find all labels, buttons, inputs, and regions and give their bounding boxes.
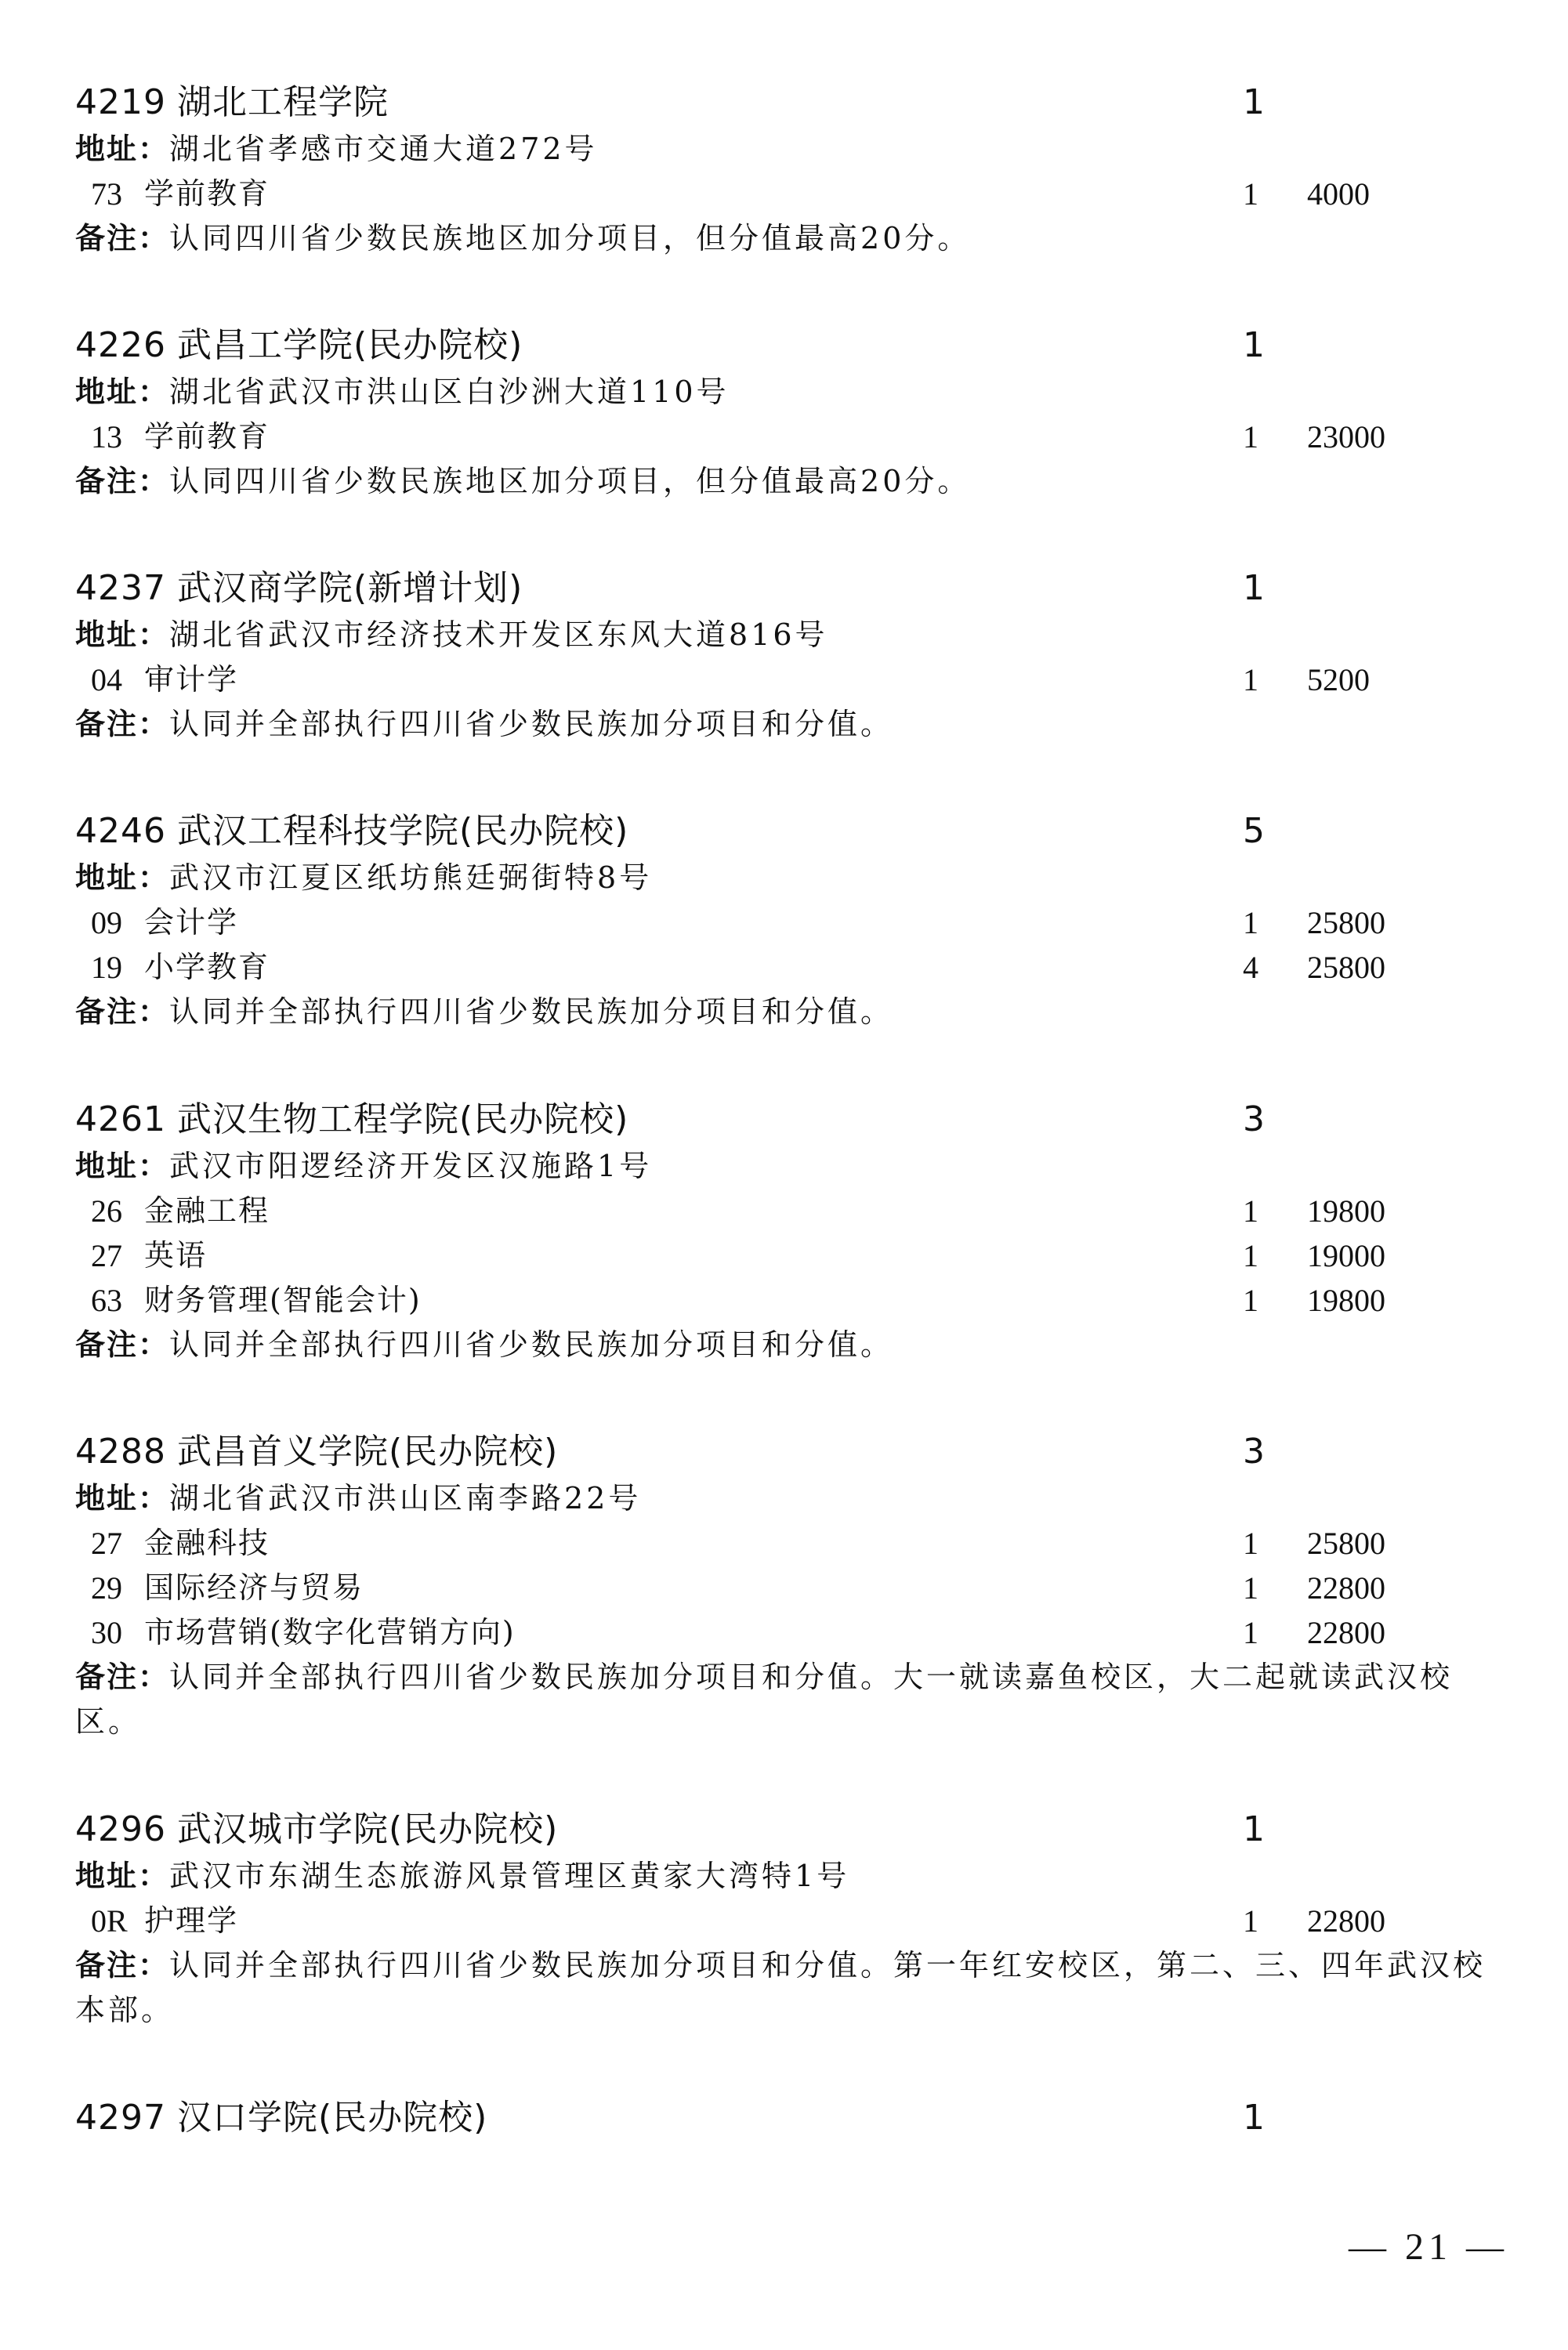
major-name: 金融工程	[144, 1193, 270, 1228]
major-tuition: 22800	[1307, 1903, 1385, 1939]
note-label: 备注：	[75, 1660, 170, 1694]
major-row	[75, 1521, 1517, 1566]
school-note	[75, 1323, 1517, 1367]
address-text: 湖北省武汉市经济技术开发区东风大道816号	[169, 617, 828, 652]
school-code: 4237	[75, 568, 166, 608]
note-label: 备注：	[75, 1948, 170, 1982]
school-plan-count: 3	[1243, 1432, 1266, 1472]
note-text: 认同并全部执行四川省少数民族加分项目和分值。	[169, 1327, 894, 1362]
note-label: 备注：	[75, 1327, 170, 1362]
major-plan-count: 4	[1243, 950, 1258, 985]
major-row	[75, 1233, 1517, 1278]
school-entry	[75, 807, 1517, 1034]
school-name: 汉口学院(民办院校)	[177, 2098, 488, 2138]
major-row	[75, 1899, 1517, 1943]
school-plan-count: 5	[1243, 811, 1266, 851]
note-text: 认同并全部执行四川省少数民族加分项目和分值。	[169, 707, 894, 741]
major-name: 财务管理(智能会计)	[144, 1283, 422, 1317]
major-name: 审计学	[144, 662, 239, 697]
major-plan-count: 1	[1243, 419, 1258, 454]
school-note	[75, 990, 1517, 1034]
major-plan-count: 1	[1243, 176, 1258, 212]
note-label: 备注：	[75, 994, 170, 1029]
major-tuition: 23000	[1307, 419, 1385, 454]
address-text: 武汉市阳逻经济开发区汉施路1号	[169, 1149, 653, 1183]
address-text: 湖北省孝感市交通大道272号	[169, 132, 598, 166]
school-header	[75, 2094, 1517, 2142]
school-entry	[75, 564, 1517, 747]
school-name: 武昌首义学院(民办院校)	[177, 1432, 559, 1472]
note-text: 认同并全部执行四川省少数民族加分项目和分值。第一年红安校区，第二、三、四年武汉校本部。	[75, 1948, 1487, 2027]
school-note	[75, 1655, 1517, 1744]
major-row	[75, 657, 1517, 702]
major-code: 0R	[91, 1903, 128, 1939]
school-header	[75, 807, 1517, 856]
school-address	[75, 613, 1517, 657]
major-code: 30	[91, 1615, 122, 1650]
major-name: 会计学	[144, 905, 239, 940]
major-code: 63	[91, 1283, 122, 1318]
school-address	[75, 370, 1517, 415]
major-row	[75, 415, 1517, 459]
major-code: 26	[91, 1193, 122, 1229]
major-tuition: 25800	[1307, 1526, 1385, 1561]
school-address	[75, 127, 1517, 172]
school-name: 武汉城市学院(民办院校)	[177, 1809, 559, 1849]
major-plan-count: 1	[1243, 1526, 1258, 1561]
school-entry	[75, 321, 1517, 504]
school-plan-count: 1	[1243, 1809, 1266, 1849]
major-row	[75, 1278, 1517, 1323]
school-name: 武汉生物工程学院(民办院校)	[177, 1099, 629, 1139]
school-note	[75, 702, 1517, 747]
school-plan-count: 1	[1243, 568, 1266, 608]
school-entry	[75, 2094, 1517, 2142]
major-code: 04	[91, 662, 122, 697]
major-plan-count: 1	[1243, 905, 1258, 940]
school-name: 武汉商学院(新增计划)	[177, 568, 523, 608]
major-code: 13	[91, 419, 122, 454]
school-address	[75, 1144, 1517, 1189]
major-code: 09	[91, 905, 122, 940]
school-header	[75, 1805, 1517, 1854]
address-text: 武汉市江夏区纸坊熊廷弼街特8号	[169, 860, 653, 895]
school-address	[75, 1854, 1517, 1899]
major-name: 护理学	[144, 1903, 239, 1938]
school-name: 武汉工程科技学院(民办院校)	[177, 811, 629, 851]
school-address	[75, 856, 1517, 900]
major-tuition: 22800	[1307, 1615, 1385, 1650]
school-plan-count: 1	[1243, 325, 1266, 365]
note-label: 备注：	[75, 707, 170, 741]
major-plan-count: 1	[1243, 1238, 1258, 1273]
school-code: 4246	[75, 811, 166, 851]
address-text: 武汉市东湖生态旅游风景管理区黄家大湾特1号	[169, 1859, 850, 1893]
school-plan-count: 1	[1243, 2098, 1266, 2138]
major-name: 英语	[144, 1238, 208, 1273]
note-text: 认同四川省少数民族地区加分项目，但分值最高20分。	[169, 221, 971, 255]
address-label: 地址：	[75, 1481, 170, 1515]
major-plan-count: 1	[1243, 662, 1258, 697]
address-label: 地址：	[75, 1149, 170, 1183]
major-plan-count: 1	[1243, 1615, 1258, 1650]
address-text: 湖北省武汉市洪山区南李路22号	[169, 1481, 642, 1515]
school-code: 4226	[75, 325, 166, 365]
major-row	[75, 1189, 1517, 1233]
major-name: 国际经济与贸易	[144, 1570, 364, 1605]
major-row	[75, 945, 1517, 990]
major-name: 学前教育	[144, 419, 270, 454]
note-label: 备注：	[75, 464, 170, 498]
major-row	[75, 1610, 1517, 1655]
major-code: 27	[91, 1526, 122, 1561]
school-header	[75, 1095, 1517, 1144]
school-entry	[75, 1428, 1517, 1744]
major-name: 小学教育	[144, 950, 270, 984]
school-code: 4261	[75, 1099, 166, 1139]
address-label: 地址：	[75, 375, 170, 409]
major-tuition: 19800	[1307, 1283, 1385, 1318]
address-label: 地址：	[75, 617, 170, 652]
major-tuition: 19000	[1307, 1238, 1385, 1273]
major-row	[75, 172, 1517, 216]
major-row	[75, 1566, 1517, 1610]
major-row	[75, 900, 1517, 945]
school-header	[75, 564, 1517, 613]
school-code: 4296	[75, 1809, 166, 1849]
major-code: 29	[91, 1570, 122, 1606]
note-text: 认同四川省少数民族地区加分项目，但分值最高20分。	[169, 464, 971, 498]
major-tuition: 22800	[1307, 1570, 1385, 1606]
major-code: 19	[91, 950, 122, 985]
address-label: 地址：	[75, 132, 170, 166]
major-tuition: 25800	[1307, 950, 1385, 985]
note-text: 认同并全部执行四川省少数民族加分项目和分值。	[169, 994, 894, 1029]
school-note	[75, 1943, 1517, 2033]
major-name: 学前教育	[144, 176, 270, 211]
major-tuition: 5200	[1307, 662, 1370, 697]
major-tuition: 19800	[1307, 1193, 1385, 1229]
school-name: 湖北工程学院	[177, 82, 389, 122]
school-code: 4288	[75, 1432, 166, 1472]
school-header	[75, 321, 1517, 370]
school-entry	[75, 1805, 1517, 2033]
school-entry	[75, 1095, 1517, 1367]
school-entry	[75, 78, 1517, 261]
school-code: 4219	[75, 82, 166, 122]
major-plan-count: 1	[1243, 1193, 1258, 1229]
page-number: — 21 —	[1349, 2226, 1508, 2268]
address-label: 地址：	[75, 860, 170, 895]
note-text: 认同并全部执行四川省少数民族加分项目和分值。大一就读嘉鱼校区，大二起就读武汉校区。	[75, 1660, 1454, 1739]
school-header	[75, 1428, 1517, 1476]
major-plan-count: 1	[1243, 1283, 1258, 1318]
major-code: 27	[91, 1238, 122, 1273]
address-text: 湖北省武汉市洪山区白沙洲大道110号	[169, 375, 730, 409]
school-plan-count: 1	[1243, 82, 1266, 122]
school-plan-count: 3	[1243, 1099, 1266, 1139]
major-name: 市场营销(数字化营销方向)	[144, 1615, 516, 1649]
school-name: 武昌工学院(民办院校)	[177, 325, 523, 365]
school-code: 4297	[75, 2098, 166, 2138]
major-code: 73	[91, 176, 122, 212]
address-label: 地址：	[75, 1859, 170, 1893]
note-label: 备注：	[75, 221, 170, 255]
school-header	[75, 78, 1517, 127]
major-name: 金融科技	[144, 1526, 270, 1560]
major-tuition: 4000	[1307, 176, 1370, 212]
school-note	[75, 459, 1517, 504]
major-tuition: 25800	[1307, 905, 1385, 940]
school-note	[75, 216, 1517, 261]
major-plan-count: 1	[1243, 1903, 1258, 1939]
major-plan-count: 1	[1243, 1570, 1258, 1606]
school-address	[75, 1476, 1517, 1521]
